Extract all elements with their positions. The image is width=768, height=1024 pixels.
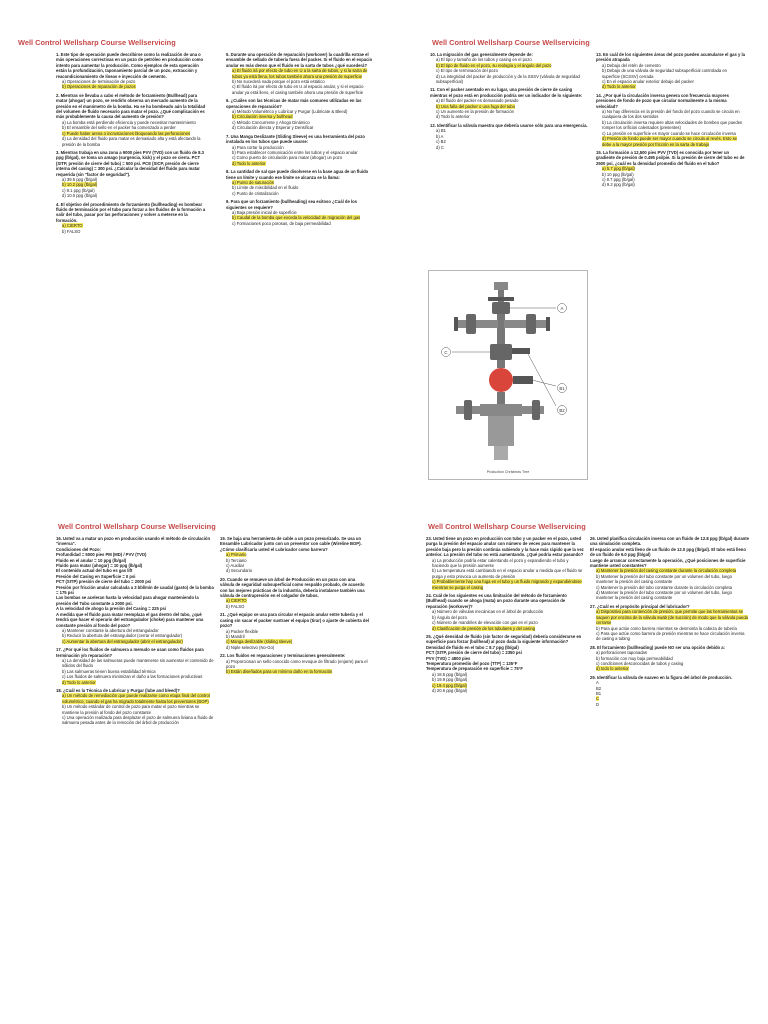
- page-header: Well Control Wellsharp Course Wellservicing: [432, 38, 590, 47]
- answer-text: c) Formaciones poco porosas, de baja permeabilidad: [232, 220, 331, 226]
- answer-text: a) B1: [436, 128, 447, 134]
- highlighted-answer: c) Puede haber arena o incrustaciones bloqueando las perforaciones: [62, 130, 191, 136]
- answer-text: d) Niple selectivo (No-Go): [226, 644, 275, 650]
- answer-text: c) La presión en superficie es mayor cuando se hace circulación inversa: [602, 130, 736, 136]
- highlighted-answer: a) CIERTO: [226, 598, 247, 604]
- question-item: [590, 536, 750, 601]
- answer-text: b) El ensamble del sello en el packer ha comenzado a perder: [62, 125, 176, 131]
- question-text: 9. Para que un forzamiento (bullheading) sea exitoso ¿Cuál de los siguientes se requiere?: [226, 199, 357, 210]
- question-item: [220, 536, 370, 574]
- page-header: Well Control Wellsharp Course Wellservicing: [428, 522, 586, 531]
- question-text: 2. Mientras se llevaba a cabo el método de forzamiento (Bullhead) para matar (ahogar) un pozo, se rendirlo observa un mercado aumento de la presión en el manómetro de la bomba. Ha se ha bombeado aún la totalidad del volumen de fluido necesario para matar el pozo. ¿Qué complicación es más probablemente la causa del aumento de presión?: [56, 92, 206, 120]
- answer-text: c) En el espacio anular exterior debajo del packer: [602, 79, 694, 85]
- question-condition: Fluido en el anular = 10 ppg (lb/gal): [56, 557, 127, 563]
- question-text: 15. La formación a 12,500 pies PVV (TVD) es conocida por tener un gradiente de presión de 0.495 psi/pie. Si la presión de cierre del tubo es de 2500 psi, ¿cuál es la densidad promedio del fluido en el tubo?: [596, 149, 745, 166]
- answer-text: b) 19.9 ppg (lb/gal): [432, 677, 468, 683]
- page-header: Well Control Wellsharp Course Wellservicing: [18, 38, 176, 47]
- highlighted-answer: b) Caudal de la bomba que exceda la velocidad de migración del gas: [232, 215, 361, 221]
- question-condition: Las bombas se aceleran hasta la velocidad para ahogar manteniendo la presión del Tubo constante a 2000 psi.: [56, 595, 199, 606]
- answer-option: [226, 161, 376, 166]
- question-text: 20. Cuando se remueve un árbol de Producción en un pozo con una válvula de seguridad subsuperficial como respaldo probado, de acuerdo con las mejores prácticas de la industria, debería instalarse también una válvula de contrapresión en el colgador de tubos.: [220, 576, 365, 599]
- answer-option: [426, 558, 584, 569]
- question-text: 3. Mientras trabaja en una zona a 9000 pies PVV (TVD) con un fluido de 8.3 ppg (lb/gal), se toma un amago (surgencia, kick) y el pozo se cierra. PCT (SITP, presión de cierre del tubo) = 500 psi. PCE (SICP, presión de cierre interna del casing) = 300 psi. ¿Calcular la densidad del fluido para matar requerida (sin "factor de seguridad").: [56, 149, 204, 177]
- question-item: [430, 123, 590, 150]
- answer-text: b) Mandril: [226, 633, 245, 639]
- question-item: [426, 536, 584, 590]
- answer-text: a) La densidad de las salmueras puede mantenerse sin aumentar el contenido de sólidos del fluido: [62, 657, 214, 669]
- page-2: [400, 38, 766, 506]
- answer-text: a) 39.5 ppg (lb/gal): [62, 176, 98, 182]
- question-text: 23. Usted tiene un pozo en producción con tubo y un packer en el pozo, usted purga la presión del espacio anular con número de veces para mantener la presión baja pero la presión continúa subiendo y la hace más rápido que la vez anterior. La presión del tubo no está aumentando. ¿Qué podría estar pasando?: [426, 536, 584, 558]
- answer-text: c) El tipo de terminación del pozo: [436, 68, 498, 74]
- answer-text: c) 9.1 ppg (lb/gal): [62, 187, 95, 193]
- answer-text: b) Para que actúe como barrera mientras se desmonta la cabeza de tubería: [596, 625, 737, 631]
- answer-option: [56, 193, 206, 198]
- question-text: 29. Identificar la válvula de suaveo en la figura del árbol de producción.: [590, 674, 732, 680]
- question-item: [590, 645, 750, 672]
- question-text: 5. Durante una operación de reparación (workover) la cuadrilla extrae el ensamble de sellado de tubería fuera del packer. Si el fluido en el espacio anular es más denso que el fluido en la sarta de tubos ¿qué sucederá?: [226, 52, 373, 68]
- answer-option: [220, 604, 370, 609]
- question-text: 18. ¿Cuál es la Técnica de Lubricar y Purgar (lube and bleed)?: [56, 687, 180, 693]
- question-condition: A medida que el fluido para matar reemplaza el gas dentro del tubo, ¿qué tendrá que hacer el operario del estrangulador (choke) para mantener una constante presión al fondo del pozo?: [56, 611, 204, 628]
- label-c: C: [444, 350, 448, 355]
- christmas-tree-svg: [428, 270, 588, 480]
- answer-option: [590, 574, 750, 585]
- highlighted-answer: d) Todo lo anterior: [232, 160, 266, 166]
- question-condition: Condiciones del Pozo:: [56, 546, 101, 552]
- question-condition: Temperatura de preparación en superficie = 75°F: [426, 666, 523, 672]
- question-text: 7. Una Manga Deslizante (Sliding Sleeve) es una herramienta del pozo instalada en los tubos que puede usarse:: [226, 133, 365, 145]
- answer-text: a) El tipo y tamaño de los tubos y casing en el pozo: [436, 57, 532, 63]
- answer-text: b) FALSO: [62, 228, 81, 234]
- answer-text: b) La circulación inversa requiere altas velocidades de bombeo que pueden romper los orificios calentados (presentes): [602, 119, 743, 131]
- answer-text: d) C: [436, 144, 444, 150]
- answer-option: [226, 191, 376, 196]
- question-item: [596, 52, 746, 90]
- label-b2: B2: [559, 408, 565, 413]
- question-text: 21. ¿Qué equipo se usa para circular el espacio anular entre tubería y el casing sin sacar el packer sustraer el equipo (tirar) o ajuste de cubierta del pozo?: [220, 612, 369, 629]
- answer-option: [590, 666, 750, 671]
- answer-text: b) 10 ppg (lb/gal): [602, 171, 634, 177]
- answer-option: [226, 125, 376, 130]
- question-item: [226, 169, 376, 196]
- answer-text: a) Operaciones de terminación de pozo: [62, 79, 136, 85]
- question-condition: El contenido actual del tubo es gas lift: [56, 568, 133, 574]
- answer-text: c) Punto de cristalización: [232, 190, 279, 196]
- answer-text: c) B2: [436, 139, 446, 145]
- answer-text: a) La bomba está perdiendo eficiencia y puede necesitar mantenimiento: [62, 119, 196, 125]
- question-item: [590, 675, 750, 707]
- answer-option: [56, 680, 214, 685]
- question-text: 1. Este tipo de operación puede describirse como la realización de una o más operaciones correctivas en un pozo de petróleo en producción como intento para aumentar la producción. Como ejemplos de esta operación están la profundización, taponamiento parcial de un pozo, extracción y reacondicionamiento de líneas e inyección de cemento.: [56, 52, 204, 79]
- question-text: 8. La cantidad de sal que puede disolverse en la base agua de un fluido tiene un límite y cuando ese límite se alcanza se la llama:: [226, 169, 369, 180]
- answer-option: [220, 568, 370, 573]
- answer-text: c) Método Concurrente y Ahogo Dinámico: [232, 119, 310, 125]
- question-text: 4. El objetivo del procedimiento de forzamiento (bullheading) es bombear fluido de terminación por el tubo para forzar a los fluidos de la formación a salir del tubo, pasar por las perforaciones y volver a meterse en la formación.: [56, 201, 206, 223]
- answer-text: b) La temperatura está cambiando en el espacio anular a medida que el fluido se purga y esto provoca un aumento de presión: [432, 568, 583, 579]
- answer-option: [226, 221, 376, 226]
- question-condition: PCT (SITP, presión de cierre del tubo) = 2350 psi: [426, 650, 522, 656]
- answer-text: a) Mantener constante la abertura del estrangulador: [62, 627, 159, 633]
- label-a: A: [560, 306, 564, 311]
- question-item: [56, 688, 214, 726]
- answer-text: b) Mantener la presión del tubo constante por un volumen del tubo, luego mantener la presión del casing constante: [596, 573, 732, 585]
- answer-text: A: [596, 680, 599, 686]
- column: [590, 536, 750, 710]
- answer-text: a) El fluido del packer es demasiado pesado: [436, 98, 519, 104]
- column: [220, 536, 370, 678]
- highlighted-answer: b) Están diseñados para un mínimo daño en la formación: [226, 669, 333, 675]
- answer-text: d) Todo lo anterior: [436, 114, 470, 120]
- question-condition: A la velocidad de ahogo la presión del Casing = 225 psi: [56, 606, 167, 612]
- highlighted-answer: a) CIERTO: [62, 223, 83, 229]
- highlighted-answer: b) El tipo de fluido en el pozo, su reología y el ángulo del pozo: [436, 62, 552, 68]
- highlighted-answer: b) Circulación inversa y bullhead: [232, 114, 293, 120]
- answer-option: [56, 229, 206, 234]
- answer-text: c) Una operación realizada para desplazar el pozo de salmuera liviana a fluido de salmuera pesada antes de la remoción del árbol de producción: [62, 715, 214, 726]
- question-item: [56, 150, 206, 199]
- tree-cap: [494, 282, 508, 290]
- answer-text: c) Auxiliar: [226, 563, 245, 569]
- question-item: [430, 52, 590, 84]
- answer-option: [226, 68, 376, 79]
- answer-text: a) Debajo del retén de cemento: [602, 62, 661, 68]
- highlighted-answer: a) Un método de remediación que puede realizarse como etapa final del control volumétrico, cuando el gas ha migrado totalmente hasta los preventores (BOP): [62, 693, 210, 704]
- highlighted-answer: c) Probablemente hay una fuga en el tubo y un fluido migrando y expandiéndose mientras se purga el casing: [432, 579, 582, 590]
- answer-option: [426, 688, 584, 693]
- column: [596, 52, 746, 191]
- question-item: [56, 647, 214, 685]
- highlighted-answer: a) Primario: [226, 552, 247, 558]
- answer-option: [430, 74, 590, 85]
- answer-option: [596, 136, 746, 147]
- answer-text: b) formación con muy baja permeabilidad: [596, 655, 673, 661]
- answer-text: b) No sucederá nada porque el pozo está estático: [232, 79, 325, 85]
- highlighted-answer: a) Punto de saturación: [232, 179, 275, 185]
- question-text: 14. ¿Por qué la circulación inversa genera con frecuencia mayores presiones de fondo de pozo que circular normalmente a la misma velocidad?: [596, 92, 729, 109]
- question-condition: El espacio anular está lleno de un fluido de 12.0 ppg (lb/gal). El tubo está lleno de un fluido de 6.0 ppg (lb/gal): [590, 546, 746, 558]
- answer-text: d) 20.6 ppg (lb/gal): [432, 687, 468, 693]
- upper-master-valve: [490, 344, 512, 360]
- answer-option: [430, 114, 590, 119]
- question-text: 26. Usted planifica circulación inversa con un fluido de 12.8 ppg (lb/gal) durante una simulación completa.: [590, 536, 749, 547]
- answer-text: b) Límite de miscibilidad en el fluido: [232, 185, 299, 191]
- page-3: [18, 522, 384, 990]
- question-text: 28. El forzamiento (bullheading) puede NO ser una opción debido a:: [590, 644, 725, 650]
- highlighted-answer: d) Clasificación de presión de los tubulares y del casing: [432, 625, 536, 631]
- answer-text: a) Método Volumétrico y Lubricar y Purgar (Lubricate & Bleed): [232, 109, 348, 115]
- answer-text: c) Mantener la presión del tubo constante durante la circulación completa: [596, 584, 732, 590]
- answer-option: [590, 590, 750, 601]
- highlighted-answer: b) 10.2 ppg (lb/gal): [62, 182, 98, 188]
- answer-text: a) Número de válvulas mecánicas en el árbol de producción: [432, 609, 544, 615]
- answer-option: [56, 674, 214, 679]
- answer-text: b) Las salmueras tienen buena estabilidad térmica: [62, 668, 156, 674]
- question-condition: Profundidad = 5000 pies PM (MD) / PVV (TVD): [56, 552, 147, 558]
- answer-text: c) Como puerto de circulación para matar (ahogar) un pozo: [232, 155, 343, 161]
- answer-text: c) El fluido irá por efecto de tubo en U al espacio anular, y si el espacio anular ya está lleno, el casing también ahora una presión de superficie: [232, 84, 364, 95]
- answer-text: b) Ángulo del pozo: [432, 614, 467, 620]
- question-text: 16. Usted va a matar un pozo en producción usando el método de circulación "inversa".: [56, 536, 211, 547]
- question-text: 17. ¿Por qué los fluidos de salmuera a menudo se usan como fluidos para terminación y/o reparación?: [56, 647, 204, 658]
- answer-text: a) No hay diferencia en la presión del fondo del pozo cuando se circula en cualquiera de los dos sentidos: [602, 109, 740, 120]
- question-item: [56, 52, 206, 90]
- answer-text: b) A: [436, 133, 444, 139]
- answer-text: d) Mantener la presión del tubo constante por un volumen del tubo, luego mantener la presión del casing constante: [596, 590, 732, 601]
- answer-text: b) Terciario: [226, 557, 247, 563]
- highlighted-answer: d) Todo lo anterior: [602, 84, 636, 90]
- question-condition: Fluido para matar (ahogar) = 10 ppg (lb/gal): [56, 563, 143, 569]
- answer-text: a) perforaciones taponadas: [596, 650, 647, 656]
- answer-option: [56, 715, 214, 726]
- answer-text: b) Un método estándar de control de pozo para matar el pozo mientras se mantiene la presión al fondo del pozo constante: [62, 704, 200, 715]
- page-1: [18, 38, 384, 506]
- highlighted-answer: a) 5.7 ppg (lb/gal): [602, 166, 635, 172]
- answer-text: c) Número de mandriles de elevación con gas en el pozo: [432, 620, 538, 626]
- answer-text: d) Secundario: [226, 568, 253, 574]
- answer-option: [56, 658, 214, 669]
- answer-option: [426, 626, 584, 631]
- highlighted-answer: c) Manga deslizable (sliding sleeve): [226, 639, 293, 645]
- question-item: [220, 577, 370, 609]
- question-text: 13. En cuál de los siguientes áreas del pozo pueden acumularse el gas y la presión atrapada: [596, 52, 745, 63]
- highlighted-answer: c) 19.4 ppg (lb/gal): [432, 682, 467, 688]
- wing-valve-right: [526, 314, 536, 334]
- figure-caption: Production Christmas Tree: [486, 470, 530, 474]
- answer-option: [56, 693, 214, 704]
- question-condition: PVV (TVD) = 4800 pies: [426, 655, 471, 661]
- page-4: [400, 522, 766, 990]
- question-condition: Presión por fricción anular calculada a 3 bbl/min de caudal (gasto) de la bomba = 175 psi: [56, 584, 214, 596]
- highlighted-answer: d) Todo lo anterior: [62, 679, 96, 685]
- answer-option: [56, 704, 214, 715]
- question-text: 10. La migración del gas generalmente depende de:: [430, 52, 533, 57]
- question-text: 6. ¿Cuáles son las técnicas de matar más comunes utilizadas en las operaciones de reparación?: [226, 98, 362, 109]
- answer-text: c) Un aumento en la presión de formación: [436, 109, 514, 115]
- question-item: [56, 93, 206, 147]
- answer-text: a) 18.5 ppg (lb/gal): [432, 671, 468, 677]
- highlighted-answer: b) Operaciones de reparación de pozos: [62, 84, 136, 90]
- question-text: 11. Con el packer asentado en su lugar, una presión de cierre de casing mientras el pozo está en producción podría ser un indicador de lo siguiente:: [430, 87, 583, 98]
- wing-valve-left: [466, 314, 476, 334]
- question-item: [430, 87, 590, 119]
- answer-text: B1: [596, 690, 602, 696]
- question-text: 27. ¿Cuál es el propósito principal del lubricador?: [590, 603, 690, 609]
- answer-option: [430, 145, 590, 150]
- highlighted-answer: d) todo lo anterior: [596, 666, 629, 672]
- answer-option: [226, 84, 376, 95]
- answer-text: b) Para establecer comunicación entre los tubos y el espacio anular: [232, 149, 358, 155]
- question-text: 22. Los fluidos en reparaciones y terminaciones generalmente:: [220, 653, 346, 659]
- answer-text: b) Reducir la abertura del estrangulador (cerrar el estrangulador): [62, 633, 183, 639]
- answer-option: [596, 182, 746, 187]
- highlighted-answer: C: [596, 696, 600, 702]
- answer-option: [596, 120, 746, 131]
- answer-option: [590, 631, 750, 642]
- page-header: Well Control Wellsharp Course Wellservicing: [58, 522, 216, 531]
- highlighted-answer: c) Aumentar la abertura del estrangulador (abrir el estrangulador): [62, 638, 183, 644]
- swab-valve: [492, 302, 510, 314]
- question-item: [590, 604, 750, 642]
- answer-option: [220, 645, 370, 650]
- question-text: 12. Identificar la válvula maestra que debería usarse sólo para una emergencia.: [430, 122, 588, 128]
- answer-option: [220, 669, 370, 674]
- question-item: [220, 653, 370, 675]
- column: [56, 52, 206, 237]
- question-item: [226, 52, 376, 95]
- lower-master-valve: [489, 368, 513, 392]
- answer-text: a) Baja presión inicial de superficie: [232, 209, 297, 215]
- highlighted-answer: a) Dispositivo para contención de presión, que permite que las herramientas se saquen por encima de la válvula swab (de succión) de modo que la válvula pueda cerrarse: [596, 609, 749, 626]
- question-condition: Luego de arrancar correctamente la operación, ¿Qué posiciones de superficie mantiene usted constantes?: [590, 557, 746, 569]
- question-condition: Presión del Casing en Superficie = 0 psi: [56, 573, 136, 579]
- question-item: [596, 93, 746, 147]
- answer-option: [596, 68, 746, 79]
- question-text: 19. Se baja una herramienta de cable a un pozo presurizado. Se usa un Ensamble Lubricador junto con un preventor con cable (Wireline BOP). ¿Cómo clasificaría usted el Lubricador como barrera?: [220, 536, 362, 552]
- highlighted-answer: a) Mantener la presión del casing constante durante la circulación completa: [596, 568, 737, 574]
- answer-text: a) Para cortar la producción: [232, 144, 284, 150]
- highlighted-answer: a) El fluido irá por efecto de tubo en U a la sarta de tubos, y si la sarta de tubos ya está llena, los tubos también ahora una presión de superficie: [232, 68, 368, 79]
- question-item: [56, 202, 206, 234]
- column: [426, 536, 584, 696]
- question-condition: PCT (SITP) presión de cierre del tubo = 2000 psi: [56, 579, 152, 585]
- question-text: 24. Cuál de los siguientes es una limitación del método de forzamiento (Bullhead) cuando se ahoga (mata) un pozo durante una operación de reparación (workover)?: [426, 593, 567, 609]
- column: [56, 536, 214, 729]
- answer-text: c) Para que actúe como barrera de presión mientras se hace circulación inversa de casing a tubing: [596, 630, 745, 642]
- answer-text: d) La integridad del packer de producción y de la SSSV (válvula de seguridad subsuperficial): [436, 73, 580, 85]
- answer-option: [590, 609, 750, 625]
- question-item: [426, 634, 584, 693]
- answer-option: [56, 639, 214, 644]
- answer-letter: [590, 702, 750, 707]
- highlighted-answer: d) Presión de fondo puede ser mayor cuando se circula al revés. Esto se debe a la mayor presión por fricción en la sarta de trabajo: [602, 136, 738, 147]
- answer-option: [426, 568, 584, 579]
- question-item: [220, 612, 370, 650]
- question-text: 25. ¿Qué densidad de fluido (sin factor de seguridad) debería considerarse en superficie para forzar (bullhead) al pozo dada la siguiente información?: [426, 633, 582, 645]
- question-condition: Densidad de fluido en el tubo = 8.7 ppg (lb/gal): [426, 644, 519, 650]
- answer-text: a) Packer flexible: [226, 628, 259, 634]
- label-b1: B1: [559, 386, 565, 391]
- answer-text: c) Los fluidos de salmuera minimizan el daño a las formaciones productivas: [62, 674, 203, 680]
- question-item: [426, 593, 584, 631]
- answer-text: c) 8.7 ppg (lb/gal): [602, 176, 635, 182]
- column: [430, 52, 590, 153]
- answer-option: [220, 659, 370, 670]
- column: [226, 52, 376, 229]
- question-item: [596, 150, 746, 188]
- answer-option: [596, 84, 746, 89]
- answer-text: d) La densidad del fluido para matar es demasiado alta y está afectando la presión de la bomba: [62, 136, 201, 147]
- highlighted-answer: b) Una falla del packer o una fuga del tubo: [436, 103, 515, 109]
- answer-text: d) Circulación directa y Esperar y Densificar: [232, 125, 314, 131]
- answer-text: b) FALSO: [226, 603, 245, 609]
- question-condition: Temperatura promedio del pozo (TTP) = 135°F: [426, 660, 518, 666]
- question-item: [226, 134, 376, 166]
- answer-text: c) condiciones desconocidas de tubos y casing: [596, 660, 684, 666]
- answer-text: d) 10.0 ppg (lb/gal): [62, 193, 98, 199]
- answer-text: D: [596, 701, 600, 707]
- answer-option: [56, 136, 206, 147]
- answer-option: [596, 109, 746, 120]
- question-item: [56, 536, 214, 644]
- answer-text: B2: [596, 685, 602, 691]
- answer-option: [56, 84, 206, 89]
- answer-option: [426, 579, 584, 590]
- answer-text: b) Debajo de una válvula de seguridad subsuperficial controlada en superficie (SCSSV) cerrada: [602, 68, 728, 79]
- answer-text: a) Proporcionan un sello conocido como revoque de filtrado (enjarre) para el pozo: [226, 658, 368, 669]
- question-item: [226, 199, 376, 226]
- production-christmas-tree-figure: [428, 270, 588, 480]
- answer-text: a) La producción podría estar calentando el pozo y expandiendo el tubo y haciendo que la presión aumente: [432, 557, 569, 569]
- answer-text: d) 9.2 ppg (lb/gal): [602, 182, 635, 188]
- question-item: [226, 98, 376, 130]
